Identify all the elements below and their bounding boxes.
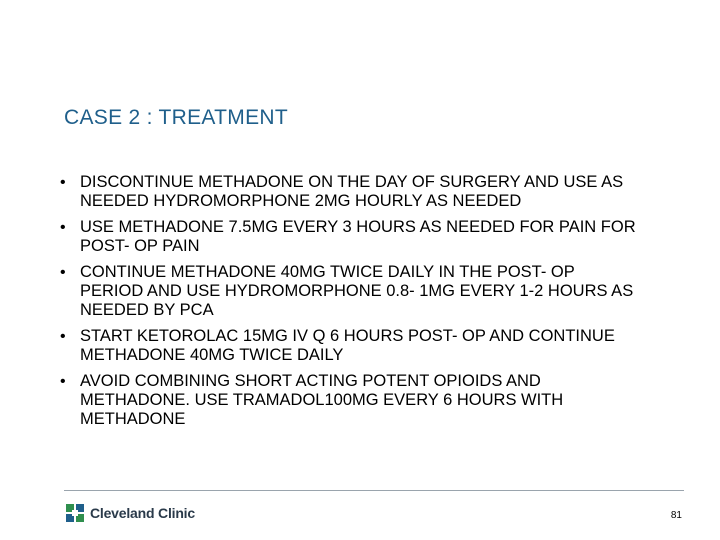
logo-text: Cleveland Clinic xyxy=(90,505,195,521)
bullet-item xyxy=(58,372,638,429)
bullet-icon: • xyxy=(60,264,66,281)
bullet-text: CONTINUE METHADONE 40MG TWICE DAILY IN THE POST- OP PERIOD AND USE HYDROMORPHONE 0.8- 1MG EVERY 1-2 HOURS AS NEEDED BY PCA xyxy=(80,263,634,319)
bullet-icon: • xyxy=(60,373,66,390)
bullet-item xyxy=(58,218,638,256)
bullet-icon: • xyxy=(60,328,66,345)
bullet-text: DISCONTINUE METHADONE ON THE DAY OF SURGERY AND USE AS NEEDED HYDROMORPHONE 2MG HOURLY AS NEEDED xyxy=(80,173,624,210)
cleveland-clinic-logo xyxy=(66,504,195,522)
footer-divider xyxy=(64,490,684,491)
bullet-icon: • xyxy=(60,219,66,236)
bullet-item xyxy=(58,263,638,320)
bullet-list xyxy=(58,173,638,436)
bullet-text: START KETOROLAC 15MG IV Q 6 HOURS POST- OP AND CONTINUE METHADONE 40MG TWICE DAILY xyxy=(80,327,615,364)
slide-title: CASE 2 : TREATMENT xyxy=(64,106,288,129)
bullet-icon: • xyxy=(60,174,66,191)
page-number: 81 xyxy=(670,510,682,521)
bullet-item xyxy=(58,327,638,365)
bullet-text: USE METHADONE 7.5MG EVERY 3 HOURS AS NEEDED FOR PAIN FOR POST- OP PAIN xyxy=(80,218,636,255)
bullet-item xyxy=(58,173,638,211)
bullet-text: AVOID COMBINING SHORT ACTING POTENT OPIOIDS AND METHADONE. USE TRAMADOL100MG EVERY 6 HOURS WITH METHADONE xyxy=(80,372,564,428)
cleveland-clinic-logo-icon xyxy=(66,504,84,522)
